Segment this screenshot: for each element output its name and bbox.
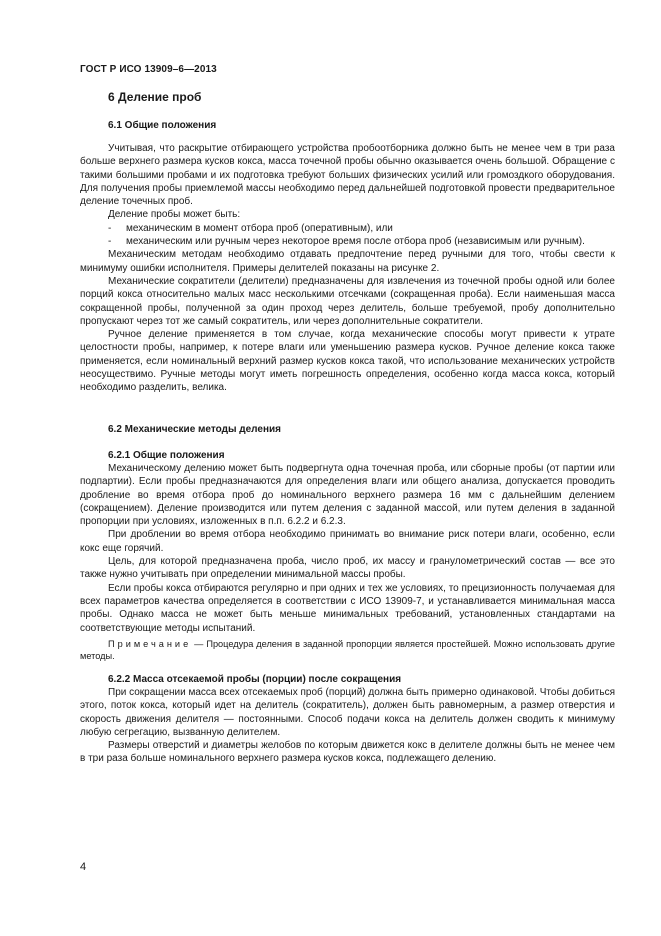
paragraph: Механическому делению может быть подвергнута одна точечная проба, или сборные пробы (от партии или подпартии). Если пробы предназначаются для определения влаги или общего анализа, допускается проводить дробление во время отбора проб до номинального верхнего размера 16 мм с дальнейшим делением (сокращением). Деление производится или путем деления с заданной массой, или путем деления в заданной пропорции при условиях, изложенных в п.п. 6.2.2 и 6.2.3. [80, 463, 615, 528]
paragraph: Деление пробы может быть: [108, 209, 241, 221]
paragraph: Механическим методам необходимо отдавать предпочтение перед ручными для того, чтобы свести к минимуму ошибки исполнителя. Примеры делителей показаны на рисунке 2. [80, 249, 615, 274]
paragraph: Если пробы кокса отбираются регулярно и при одних и тех же условиях, то прецизионность получаемая для всех параметров качества определяется в соответствии с ИСО 13909-7, и устанавливается минимальная масса пробы. Однако масса не может быть меньше минимальных требований, установленных стандартами на соответствующие методы испытаний. [80, 582, 615, 634]
list-item [80, 235, 615, 248]
paragraph: Размеры отверстий и диаметры желобов по которым движется кокс в делителе должны быть не менее чем в три раза больше номинального верхнего размера кусков кокса, подлежащего делению. [80, 740, 615, 765]
section-title: 6 Деление проб [108, 90, 202, 104]
subsection-title-6-2-1: 6.2.1 Общие положения [108, 450, 225, 461]
paragraph: При сокращении масса всех отсекаемых проб (порций) должна быть примерно одинаковой. Чтобы добиться этого, поток кокса, который идет на делитель (сократитель), должен быть равномерным, а размер отверстия и скорость движения делителя — постоянными. Способ подачи кокса на делитель должен сводить к минимуму любую сегрегацию, вызванную делителем. [80, 687, 615, 738]
note [80, 638, 615, 662]
paragraph: При дроблении во время отбора необходимо принимать во внимание риск потери влаги, особенно, если кокс еще горячий. [80, 529, 615, 554]
section-6-2-2-body [80, 686, 615, 766]
note-text: — Процедура деления в заданной пропорции является простейшей. Можно использовать другие методы. [80, 639, 615, 661]
section-6-1-body [80, 142, 615, 395]
note-lead: Примечание [108, 639, 192, 649]
page-number: 4 [80, 861, 87, 873]
paragraph: Механические сократители (делители) предназначены для извлечения из точечной пробы одной или более порций кокса относительно малых масс несколькими отсечками (сокращенная проба). Если наименьшая масса сокращенной пробы, полученной за один проход через делитель, больше требуемой, пробу дополнительно пропускают через тот же самый сократитель, или через дополнительные сократители. [80, 275, 615, 327]
paragraph: Ручное деление применяется в том случае, когда механические способы могут привести к утрате целостности пробы, например, к потере влаги или уменьшению размера кусков. Ручное деление кокса также применяется, если номинальный верхний размер кусков кокса такой, что использование механических устройств неосуществимо. Ручные методы могут иметь погрешность определения, особенно когда масса кокса, который необходимо разделить, велика. [80, 329, 615, 394]
subsection-title-6-2-2: 6.2.2 Масса отсекаемой пробы (порции) после сокращения [108, 674, 402, 685]
paragraph: Учитывая, что раскрытие отбирающего устройства пробоотборника должно быть не менее чем в три раза больше верхнего размера кусков кокса, масса точечной пробы обычно оказывается очень большой. Обращение с такими большими пробами и их подготовка требуют больших физических усилий или громоздкого оборудования. Для получения пробы приемлемой массы необходимо перед дальнейшей подготовкой провести предварительное деление точечных проб. [80, 143, 615, 208]
subsection-title-6-1: 6.1 Общие положения [108, 120, 217, 131]
section-6-2-1-body [80, 462, 615, 635]
subsection-title-6-2: 6.2 Механические методы деления [108, 424, 281, 435]
paragraph: Цель, для которой предназначена проба, число проб, их массу и гранулометрический состав — все это также нужно учитывать при определении минимальной массы пробы. [80, 556, 615, 581]
list-item-text: механическим или ручным через некоторое время после отбора проб (независимым или ручным). [126, 236, 585, 248]
list-dash: - [108, 222, 112, 234]
list-item [80, 222, 615, 235]
list-dash: - [108, 236, 112, 248]
list-item-text: механическим в момент отбора проб (оперативным), или [126, 222, 393, 234]
document-code-header: ГОСТ Р ИСО 13909–6—2013 [80, 64, 217, 75]
